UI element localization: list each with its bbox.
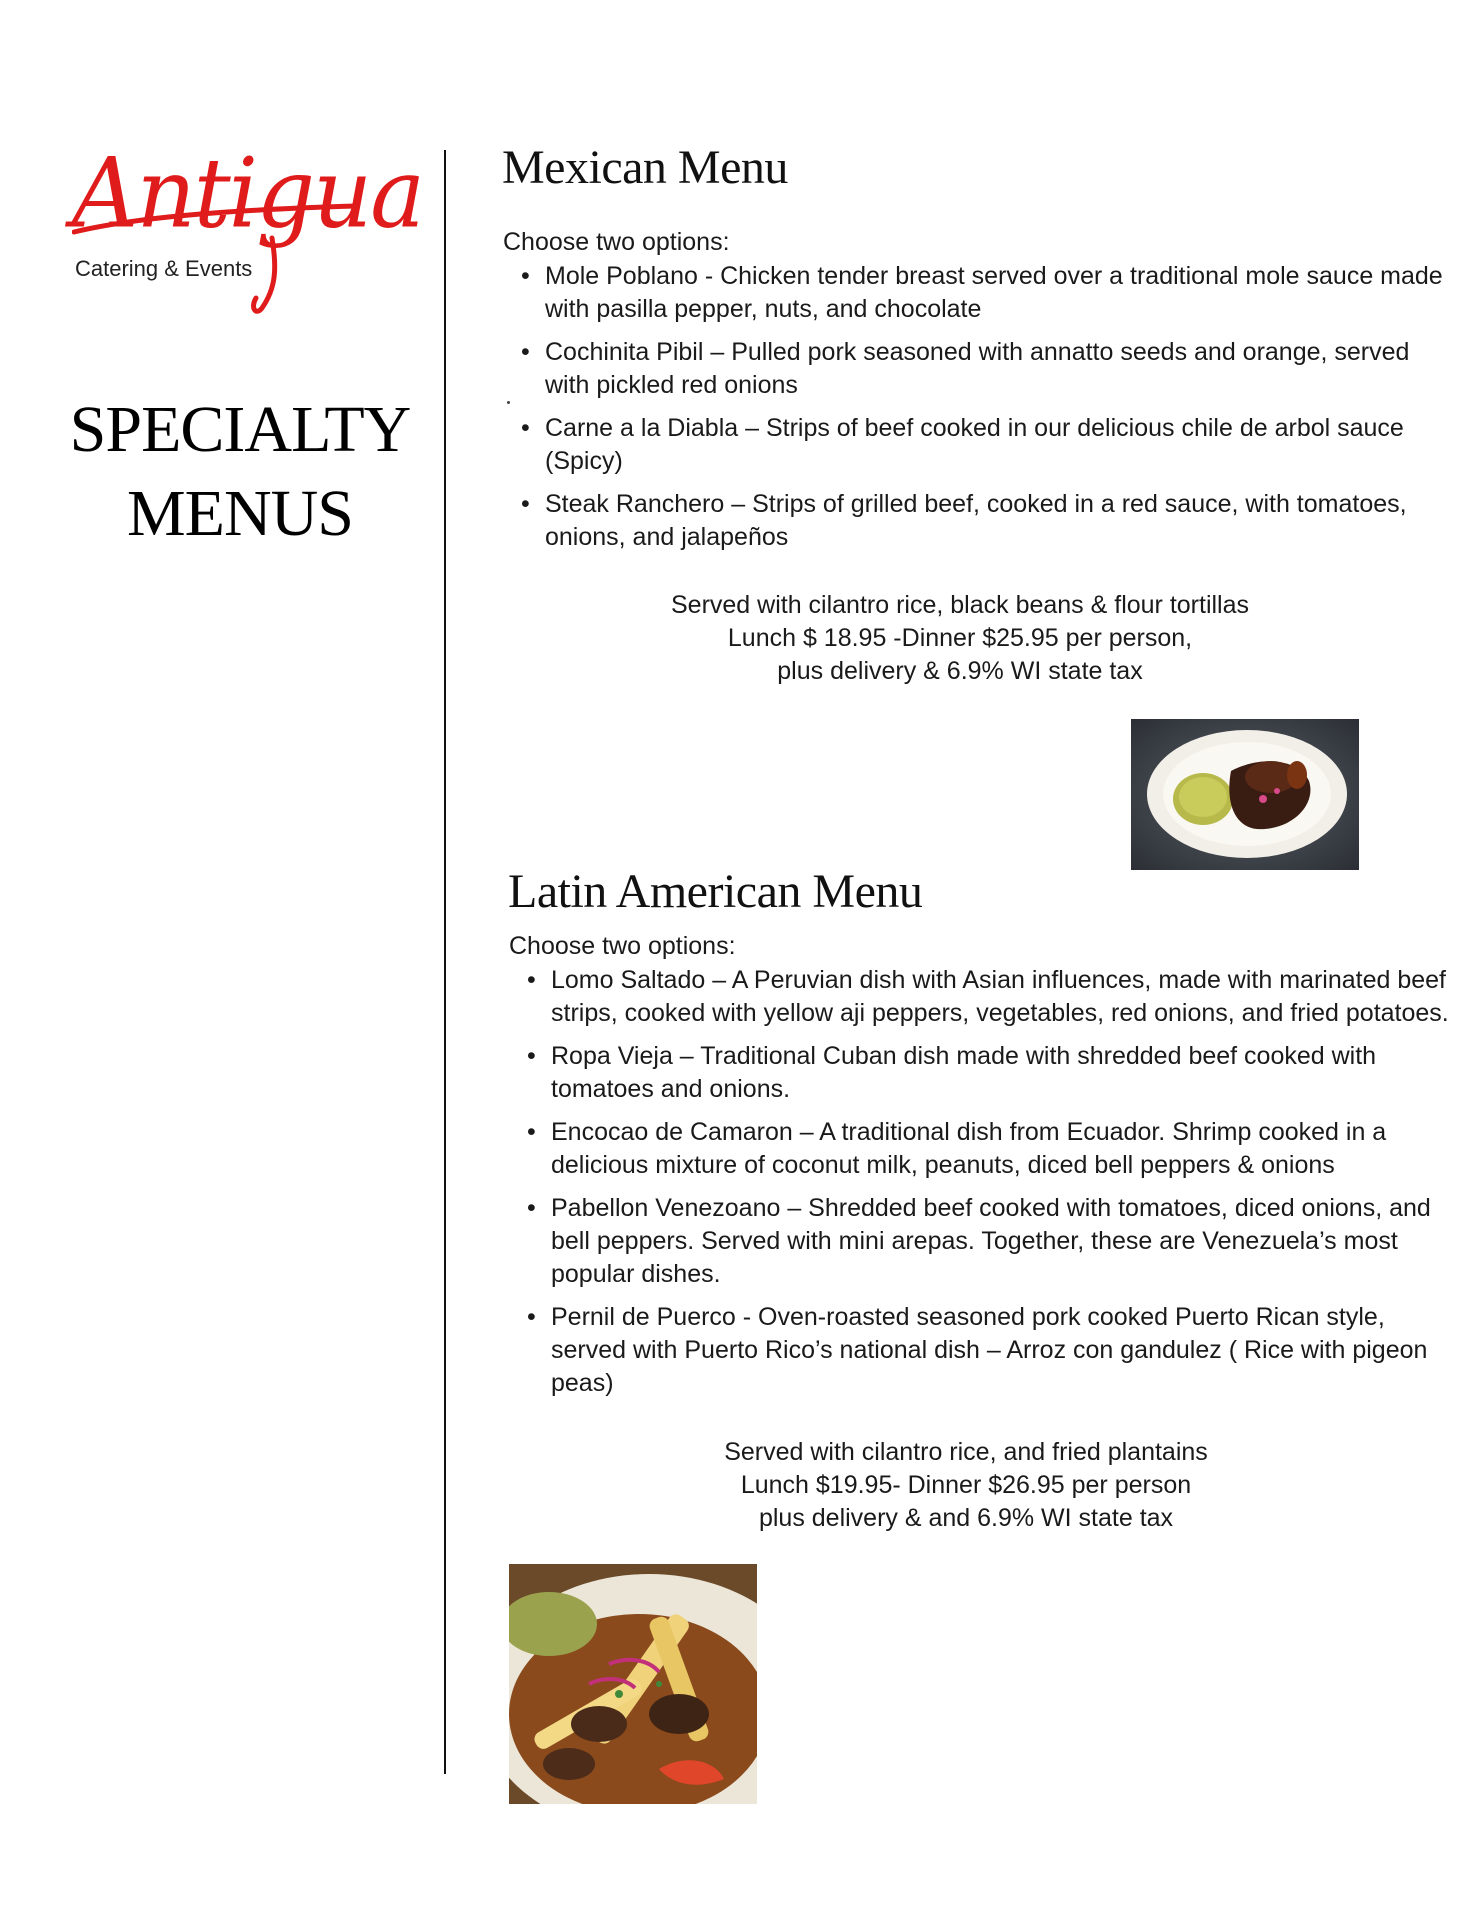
mexican-item-text: Steak Ranchero – Strips of grilled beef, cooked in a red sauce, with tomatoes, onions, and jalapeños bbox=[545, 490, 1407, 551]
list-item bbox=[509, 1116, 1449, 1182]
bullet-icon: • bbox=[521, 490, 530, 518]
mexican-item-text: Cochinita Pibil – Pulled pork seasoned with annatto seeds and orange, served with pickled red onions bbox=[545, 338, 1410, 399]
list-item bbox=[503, 488, 1443, 554]
bullet-icon: • bbox=[527, 1118, 536, 1146]
mexican-pricing bbox=[560, 589, 1360, 688]
mexican-pricing-line: plus delivery & 6.9% WI state tax bbox=[777, 657, 1143, 685]
list-item bbox=[509, 1040, 1449, 1106]
list-item bbox=[509, 1301, 1449, 1400]
latin-items-list bbox=[509, 964, 1449, 1400]
antigua-logo bbox=[72, 137, 424, 318]
latin-item-text: Pabellon Venezoano – Shredded beef cooked with tomatoes, diced onions, and bell peppers. Served with mini arepas. Together, these are Venezuela’s most popular dishes. bbox=[551, 1194, 1431, 1288]
list-item bbox=[509, 1192, 1449, 1291]
bullet-icon: • bbox=[527, 1303, 536, 1331]
latin-choose-label: Choose two options: bbox=[509, 932, 736, 960]
latin-pricing-line: Served with cilantro rice, and fried plantains bbox=[724, 1438, 1208, 1466]
mexican-items-list bbox=[503, 260, 1443, 564]
list-item bbox=[509, 964, 1449, 1030]
mexican-pricing-line: Lunch $ 18.95 -Dinner $25.95 per person, bbox=[727, 624, 1193, 652]
bullet-icon: • bbox=[527, 966, 536, 994]
bullet-icon: • bbox=[521, 262, 530, 290]
latin-pricing-line: Lunch $19.95- Dinner $26.95 per person bbox=[740, 1471, 1192, 1499]
page-title-line1: SPECIALTY bbox=[69, 393, 411, 466]
latin-item-text: Lomo Saltado – A Peruvian dish with Asian influences, made with marinated beef strips, cooked with yellow aji peppers, vegetables, red onions, and fried potatoes. bbox=[551, 966, 1449, 1027]
page-title bbox=[40, 388, 440, 556]
list-item bbox=[503, 336, 1443, 402]
latin-menu-title: Latin American Menu bbox=[508, 865, 923, 918]
latin-pricing bbox=[566, 1436, 1366, 1535]
bullet-icon: • bbox=[527, 1042, 536, 1070]
latin-item-text: Ropa Vieja – Traditional Cuban dish made with shredded beef cooked with tomatoes and onions. bbox=[551, 1042, 1377, 1103]
mole-poblano-photo bbox=[1131, 719, 1359, 870]
logo-script-text: Antigua bbox=[72, 137, 424, 250]
mexican-item-text: Carne a la Diabla – Strips of beef cooked in our delicious chile de arbol sauce (Spicy) bbox=[545, 414, 1404, 475]
lomo-saltado-photo bbox=[509, 1564, 757, 1804]
mexican-choose-label: Choose two options: bbox=[503, 228, 730, 256]
bullet-icon: • bbox=[521, 338, 530, 366]
mexican-pricing-line: Served with cilantro rice, black beans & flour tortillas bbox=[670, 591, 1250, 619]
vertical-divider bbox=[444, 150, 446, 1774]
latin-item-text: Pernil de Puerco - Oven-roasted seasoned pork cooked Puerto Rican style, served with Puerto Rico’s national dish – Arroz con gandulez ( Rice with pigeon peas) bbox=[551, 1303, 1428, 1397]
bullet-icon: • bbox=[521, 414, 530, 442]
list-item bbox=[503, 260, 1443, 326]
logo-subtitle: Catering & Events bbox=[75, 256, 253, 281]
list-item bbox=[503, 412, 1443, 478]
latin-item-text: Encocao de Camaron – A traditional dish from Ecuador. Shrimp cooked in a delicious mixture of coconut milk, peanuts, diced bell peppers & onions bbox=[551, 1118, 1387, 1179]
mexican-item-text: Mole Poblano - Chicken tender breast served over a traditional mole sauce made with pasilla pepper, nuts, and chocolate bbox=[545, 262, 1443, 323]
page-title-line2: MENUS bbox=[126, 477, 354, 550]
mexican-menu-title: Mexican Menu bbox=[502, 141, 788, 194]
bullet-icon: • bbox=[527, 1194, 536, 1222]
latin-pricing-line: plus delivery & and 6.9% WI state tax bbox=[758, 1504, 1174, 1532]
